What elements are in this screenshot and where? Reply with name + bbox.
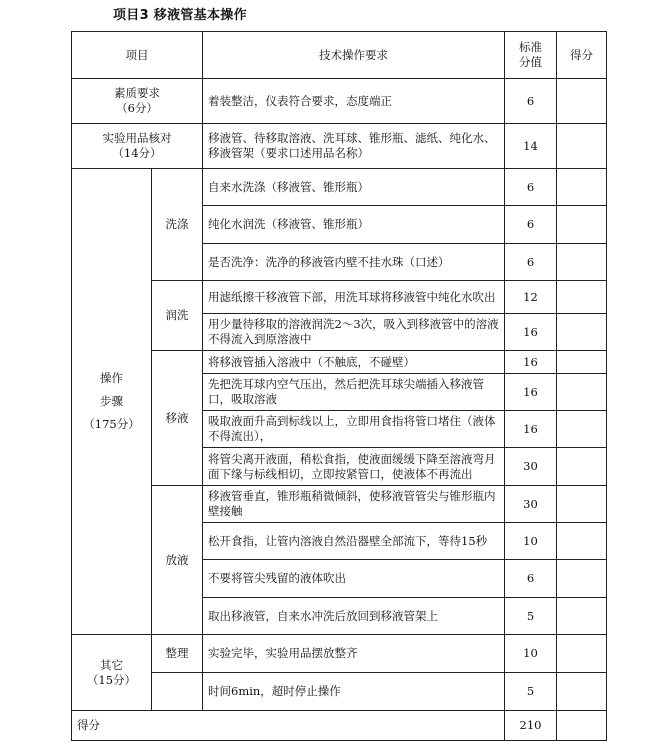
items-check-points: 14 [505,124,557,169]
pipetting-req-2: 先把洗耳球内空气压出，然后把洗耳球尖端插入移液管口，吸取溶液 [203,374,505,411]
quality-row [72,79,607,124]
time-score-cell[interactable] [557,673,607,711]
time-requirement: 时间6min，超时停止操作 [203,673,505,711]
dispensing-points-2: 10 [505,523,557,560]
header-standard-line1: 标准 [519,40,542,54]
dispensing-points-4: 5 [505,598,557,635]
pipetting-score-cell-1[interactable] [557,351,607,374]
dispensing-points-3: 6 [505,560,557,598]
dispensing-score-cell-1[interactable] [557,486,607,523]
tidy-points: 10 [505,635,557,673]
operation-label-line3: （175分） [83,417,140,431]
document-title: 项目3 移液管基本操作 [113,8,247,23]
operation-label-line2: 步骤 [100,394,123,408]
washing-points-3: 6 [505,244,557,281]
time-label-empty [152,673,203,711]
table-row [72,351,607,374]
rinsing-points-2: 16 [505,314,557,351]
washing-points-2: 6 [505,206,557,244]
items-check-score-cell[interactable] [557,124,607,169]
pipetting-score-cell-4[interactable] [557,448,607,486]
pipetting-points-2: 16 [505,374,557,411]
items-check-row [72,124,607,169]
pipetting-score-cell-2[interactable] [557,374,607,411]
dispensing-req-4: 取出移液管，自来水冲洗后放回到移液管架上 [203,598,505,635]
table-row [72,169,607,206]
operation-steps-label [72,169,152,635]
dispensing-req-1: 移液管垂直，锥形瓶稍微倾斜，使移液管管尖与锥形瓶内壁接触 [203,486,505,523]
quality-label [72,79,203,124]
rinsing-score-cell-1[interactable] [557,281,607,314]
table-row [72,673,607,711]
dispensing-score-cell-4[interactable] [557,598,607,635]
items-check-label-line1: 实验用品核对 [102,131,172,145]
rinsing-req-2: 用少量待移取的溶液润洗2～3次，吸入到移液管中的溶液不得流入到原溶液中 [203,314,505,351]
items-check-label [72,124,203,169]
washing-points-1: 6 [505,169,557,206]
washing-req-3: 是否洗净：洗净的移液管内壁不挂水珠（口述） [203,244,505,281]
dispensing-req-3: 不要将管尖残留的液体吹出 [203,560,505,598]
tidy-score-cell[interactable] [557,635,607,673]
tidy-label: 整理 [152,635,203,673]
grading-table [71,31,607,741]
washing-req-1: 自来水洗涤（移液管、锥形瓶） [203,169,505,206]
rinsing-label: 润洗 [152,281,203,351]
pipetting-req-4: 将管尖离开液面，稍松食指，使液面缓缓下降至溶液弯月面下缘与标线相切，立即按紧管口，使液体不再流出 [203,448,505,486]
other-label [72,635,152,711]
quality-label-line2: （6分） [116,101,158,115]
total-score-cell[interactable] [557,711,607,741]
dispensing-req-2: 松开食指，让管内溶液自然沿器壁全部流下，等待15秒 [203,523,505,560]
header-score: 得分 [557,32,607,79]
operation-label-line1: 操作 [100,371,123,385]
quality-requirement: 着装整洁，仪表符合要求，态度端正 [203,79,505,124]
other-label-line2: （15分） [86,672,137,687]
header-standard-points [505,32,557,79]
table-row [72,281,607,314]
dispensing-points-1: 30 [505,486,557,523]
total-points: 210 [505,711,557,741]
pipetting-req-1: 将移液管插入溶液中（不触底，不碰壁） [203,351,505,374]
pipetting-points-4: 30 [505,448,557,486]
rinsing-score-cell-2[interactable] [557,314,607,351]
quality-points: 6 [505,79,557,124]
total-row [72,711,607,741]
header-requirements: 技术操作要求 [203,32,505,79]
pipetting-req-3: 吸取液面升高到标线以上，立即用食指将管口堵住（液体不得流出）， [203,411,505,448]
washing-req-2: 纯化水润洗（移液管、锥形瓶） [203,206,505,244]
dispensing-label: 放液 [152,486,203,635]
table-row [72,635,607,673]
items-check-label-line2: （14分） [112,146,162,160]
pipetting-points-3: 16 [505,411,557,448]
header-row [72,32,607,79]
total-label: 得分 [72,711,505,741]
dispensing-score-cell-3[interactable] [557,560,607,598]
tidy-requirement: 实验完毕，实验用品摆放整齐 [203,635,505,673]
header-standard-line2: 分值 [519,55,542,69]
quality-label-line1: 素质要求 [114,86,160,100]
rinsing-points-1: 12 [505,281,557,314]
table-row [72,486,607,523]
pipetting-label: 移液 [152,351,203,486]
quality-score-cell[interactable] [557,79,607,124]
header-project: 项目 [72,32,203,79]
dispensing-score-cell-2[interactable] [557,523,607,560]
pipetting-points-1: 16 [505,351,557,374]
other-label-line1: 其它 [100,657,123,672]
items-check-requirement: 移液管、待移取溶液、洗耳球、锥形瓶、滤纸、纯化水、移液管架（要求口述用品名称） [203,124,505,169]
washing-score-cell-3[interactable] [557,244,607,281]
pipetting-score-cell-3[interactable] [557,411,607,448]
washing-score-cell-2[interactable] [557,206,607,244]
time-points: 5 [505,673,557,711]
rinsing-req-1: 用滤纸擦干移液管下部，用洗耳球将移液管中纯化水吹出 [203,281,505,314]
washing-score-cell-1[interactable] [557,169,607,206]
washing-label: 洗涤 [152,169,203,281]
